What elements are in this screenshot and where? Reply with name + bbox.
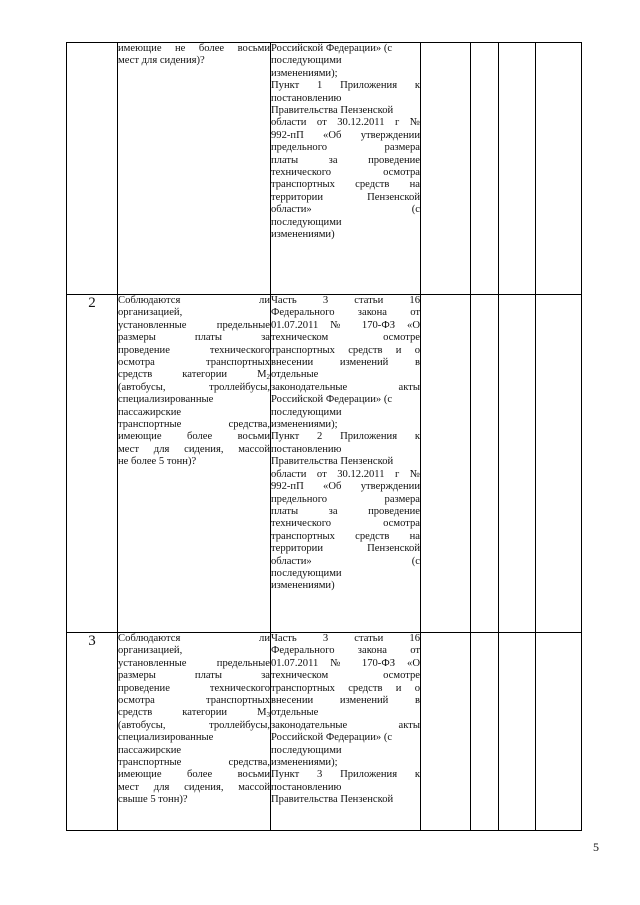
law-line: последующими [271, 216, 342, 228]
law-line: постановлению [271, 92, 342, 104]
question-line [118, 707, 270, 719]
law-line: 01.07.2011 № 170-ФЗ «О [271, 657, 420, 669]
question-line: установленные предельные [118, 657, 270, 669]
question-line: Соблюдаются ли [118, 633, 270, 644]
category-subscript: 2 [266, 373, 270, 382]
law-line: области» (с [271, 555, 420, 567]
law-line: территории Пензенской [271, 191, 420, 203]
law-line: области от 30.12.2011 г № [271, 468, 420, 480]
empty-cell [499, 43, 536, 295]
empty-cell [536, 43, 582, 295]
checklist-table [66, 42, 582, 831]
empty-cell [471, 633, 499, 831]
law-line: Пункт 1 Приложения к [271, 80, 420, 92]
question-line: транспортные средства, [118, 757, 270, 769]
law-line: транспортных средств и о [271, 344, 420, 356]
law-line: последующими [271, 744, 342, 756]
law-line: платы за проведение [271, 505, 420, 517]
law-line: предельного размера [271, 142, 420, 154]
law-line: последующими [271, 55, 342, 67]
law-line: изменениями); [271, 757, 338, 769]
law-line: территории Пензенской [271, 543, 420, 555]
law-line: Российской Федерации» (с [271, 394, 393, 406]
question-line: размеры платы за [118, 670, 270, 682]
law-line: транспортных средств и о [271, 682, 420, 694]
law-line: законодательные акты [271, 381, 420, 393]
law-line: внесении изменений в [271, 695, 420, 707]
question-line: мест для сидения, массой [118, 781, 270, 793]
question-line: имеющие более восьми [118, 769, 270, 781]
question-line: размеры платы за [118, 332, 270, 344]
page-number: 5 [593, 840, 599, 854]
empty-cell [536, 633, 582, 831]
empty-cell [499, 633, 536, 831]
law-line: Правительства Пензенской [271, 794, 394, 806]
empty-cell [421, 43, 471, 295]
law-line: техническом осмотре [271, 332, 420, 344]
category-subscript: 3 [266, 711, 270, 720]
question-line: имеющие более восьми [118, 431, 270, 443]
question-line: специализированные [118, 732, 214, 744]
law-line: Федерального закона от [271, 307, 420, 319]
law-line: Российской Федерации» (с [271, 43, 393, 54]
law-line: отдельные [271, 707, 319, 719]
empty-cell [421, 633, 471, 831]
question-line: специализированные [118, 394, 214, 406]
row-number: 2 [67, 295, 118, 633]
legal-basis-cell [271, 295, 421, 633]
row-number [67, 43, 118, 295]
empty-cell [536, 295, 582, 633]
question-line: транспортные средства, [118, 419, 270, 431]
question-line: проведение технического [118, 344, 270, 356]
law-line: транспортных средств на [271, 179, 420, 191]
law-line: Федерального закона от [271, 645, 420, 657]
question-line: свыше 5 тонн)? [118, 794, 188, 806]
law-line: отдельные [271, 369, 319, 381]
question-line: пассажирские [118, 406, 182, 418]
law-line: Российской Федерации» (с [271, 732, 393, 744]
question-line [118, 369, 270, 381]
empty-cell [421, 295, 471, 633]
empty-cell [471, 43, 499, 295]
question-line: организацией, [118, 307, 183, 319]
question-line: (автобусы, троллейбусы, [118, 381, 270, 393]
table-row [67, 633, 582, 831]
law-line: постановлению [271, 781, 342, 793]
table-row [67, 295, 582, 633]
law-line: 01.07.2011 № 170-ФЗ «О [271, 319, 420, 331]
question-line: осмотра транспортных [118, 357, 270, 369]
question-line: мест для сидения)? [118, 55, 205, 67]
law-line: последующими [271, 406, 342, 418]
question-cell [118, 43, 271, 295]
question-line-text: средств категории М [118, 707, 267, 719]
legal-basis-cell [271, 43, 421, 295]
law-line: техническом осмотре [271, 670, 420, 682]
law-line: технического осмотра [271, 518, 420, 530]
law-line: платы за проведение [271, 154, 420, 166]
law-line: области» (с [271, 204, 420, 216]
law-line: законодательные акты [271, 719, 420, 731]
question-line: установленные предельные [118, 319, 270, 331]
law-line: предельного размера [271, 493, 420, 505]
law-line: области от 30.12.2011 г № [271, 117, 420, 129]
law-line: технического осмотра [271, 167, 420, 179]
question-line: осмотра транспортных [118, 695, 270, 707]
law-line: Правительства Пензенской [271, 456, 394, 468]
table-row [67, 43, 582, 295]
law-line: изменениями); [271, 67, 338, 79]
empty-cell [471, 295, 499, 633]
question-line: мест для сидения, массой [118, 443, 270, 455]
law-line: изменениями); [271, 419, 338, 431]
law-line: внесении изменений в [271, 357, 420, 369]
law-line: Правительства Пензенской [271, 105, 394, 117]
law-line: Часть 3 статьи 16 [271, 295, 420, 306]
law-line: 992-пП «Об утверждении [271, 481, 420, 493]
law-line: Пункт 2 Приложения к [271, 431, 420, 443]
legal-basis-cell [271, 633, 421, 831]
question-line: имеющие не более восьми [118, 43, 270, 54]
question-line: (автобусы, троллейбусы, [118, 719, 270, 731]
question-line: пассажирские [118, 744, 182, 756]
question-cell [118, 633, 271, 831]
law-line: Пункт 3 Приложения к [271, 769, 420, 781]
empty-cell [499, 295, 536, 633]
question-line: не более 5 тонн)? [118, 456, 197, 468]
question-line-text: средств категории М [118, 369, 267, 381]
law-line: 992-пП «Об утверждении [271, 129, 420, 141]
question-line: организацией, [118, 645, 183, 657]
row-number: 3 [67, 633, 118, 831]
law-line: транспортных средств на [271, 530, 420, 542]
law-line: изменениями) [271, 229, 335, 241]
law-line: Часть 3 статьи 16 [271, 633, 420, 644]
question-line: проведение технического [118, 682, 270, 694]
question-line: Соблюдаются ли [118, 295, 270, 306]
question-cell [118, 295, 271, 633]
law-line: изменениями) [271, 580, 335, 592]
law-line: постановлению [271, 443, 342, 455]
law-line: последующими [271, 567, 342, 579]
